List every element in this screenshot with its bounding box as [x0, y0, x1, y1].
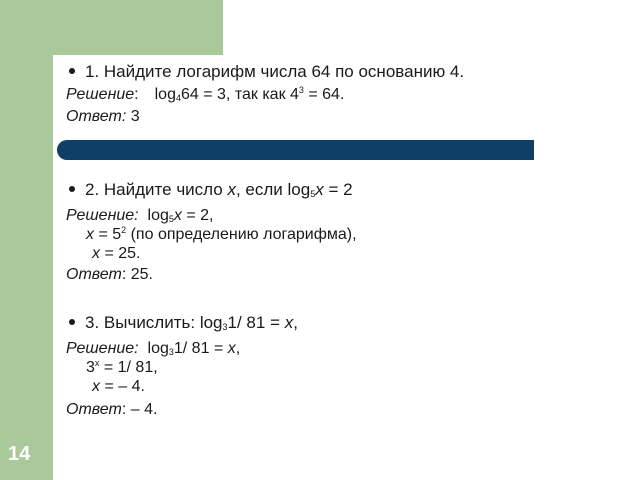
left-sidebar	[0, 0, 53, 480]
problem-3-task: 3. Вычислить: $\log_31/$ 81 = x,	[66, 313, 626, 333]
answer-label: Ответ:	[66, 108, 127, 125]
problem-3	[66, 313, 626, 419]
problem-1-solution: Решение: $\log_464 = 3$, так как $4^3 = 64$.	[66, 85, 345, 103]
problem-2-solution-line-2: $x = 5^2$ (по определению логарифма),	[86, 225, 357, 243]
problem-3-solution-line-3: x = – 4.	[92, 378, 145, 395]
problem-2-answer	[66, 265, 626, 284]
answer-value: : 25.	[121, 266, 153, 283]
problem-1-task	[66, 62, 626, 82]
solution-label: Решение:	[66, 207, 139, 224]
problem-3-solution-line-1: Решение: $\log_31/$ 81 = x,	[66, 340, 241, 357]
answer-label: Ответ	[66, 401, 122, 418]
top-green-block	[53, 0, 223, 55]
problem-3-answer	[66, 400, 626, 419]
problem-2-solution-line-3: x = 25.	[92, 245, 141, 262]
answer-label: Ответ	[66, 266, 122, 283]
problem-1	[66, 62, 626, 126]
slide-number: 14	[8, 443, 31, 465]
problem-1-answer	[66, 107, 626, 126]
problem-1-task-text: 1. Найдите логарифм числа 64 по основанию 4.	[85, 62, 465, 81]
problem-2-solution-line-1: Решение: $\log_5x = 2$,	[66, 207, 214, 224]
problem-2-task: 2. Найдите число x, если $\log_5x = 2$	[66, 180, 626, 200]
bullet-icon	[69, 186, 75, 192]
bullet-icon	[69, 319, 75, 325]
answer-value: 3	[126, 108, 140, 125]
answer-value: : – 4.	[121, 401, 158, 418]
solution-label: Решение	[66, 86, 135, 103]
divider-bar	[57, 140, 534, 160]
problem-3-solution-line-2: $3^x = 1/$ 81,	[86, 358, 158, 376]
solution-label: Решение:	[66, 340, 139, 357]
bullet-icon	[69, 68, 75, 74]
problem-2	[66, 180, 626, 284]
